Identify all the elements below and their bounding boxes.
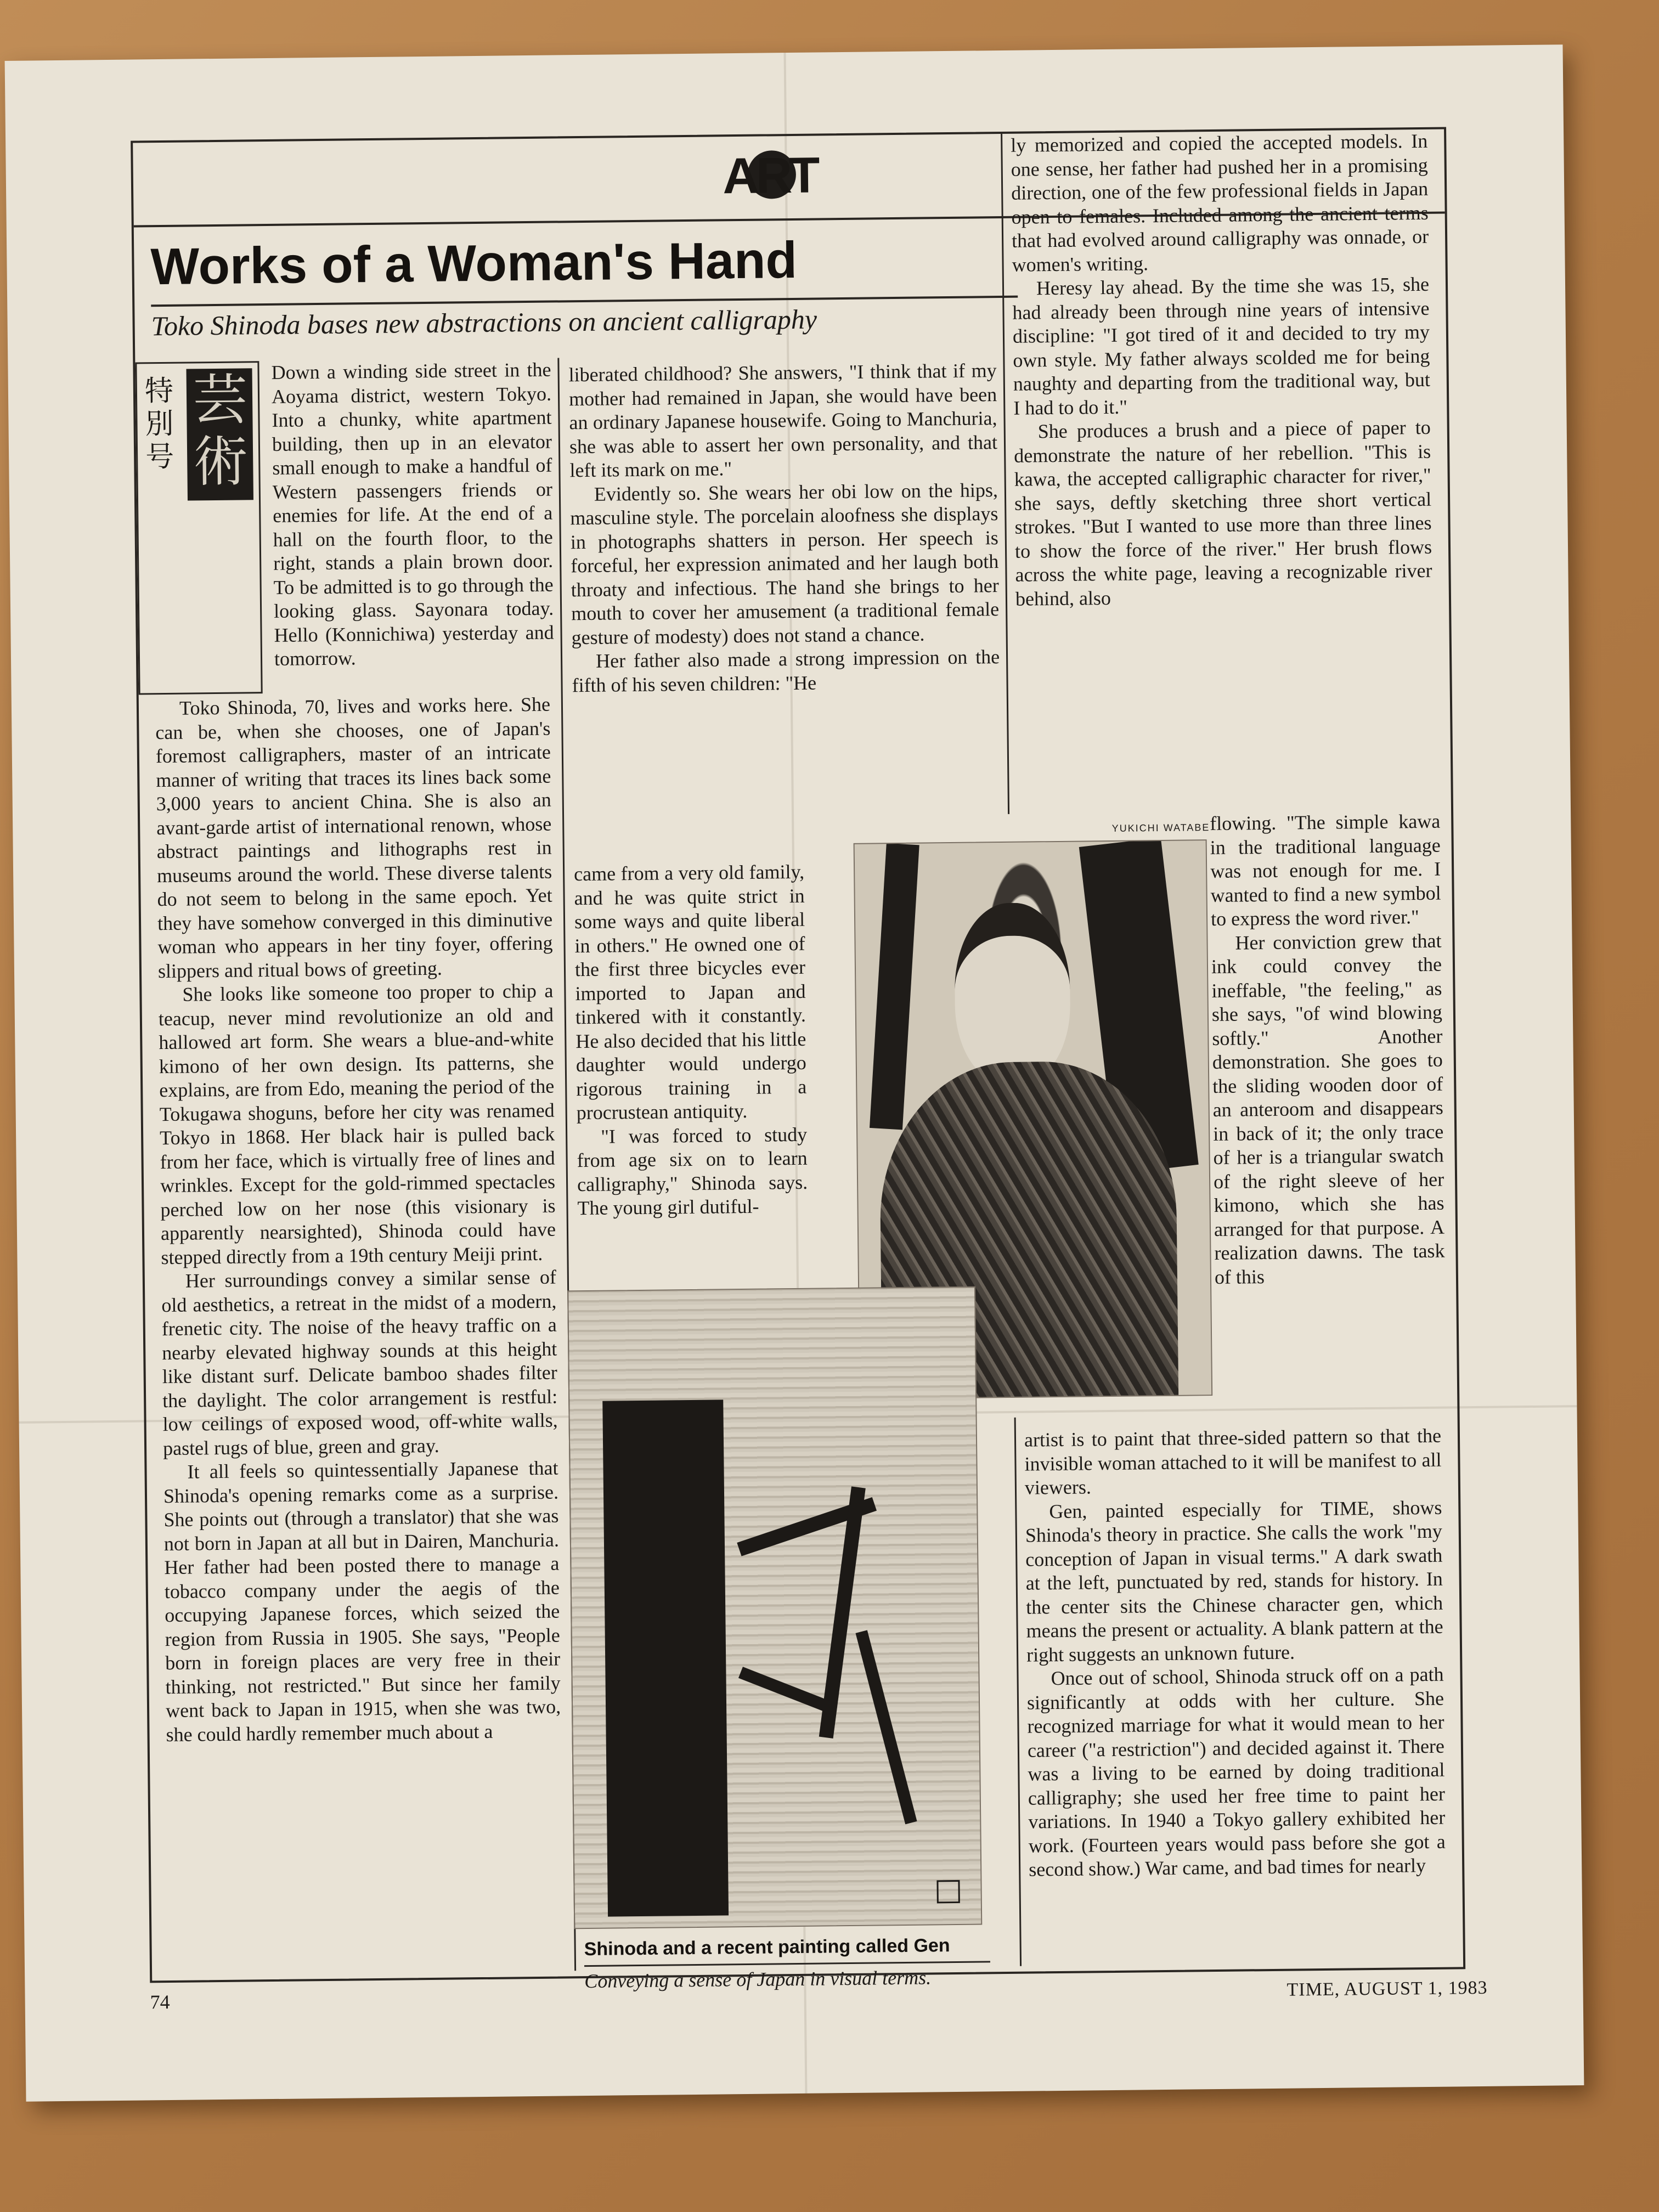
column-3-bottom	[1024, 1424, 1446, 1882]
caption-title: Shinoda and a recent painting called Gen	[584, 1935, 950, 1960]
paragraph: Her conviction grew that ink could convey the ineffable, "the feeling," as she says, "of wind blowing softly." Another demonstration. She goes to the sliding wooden door of an anteroom and disappears in back of it; the only trace of her is a triangular swatch of the right sleeve of her kimono, which she has arranged for that purpose. A realization dawns. The task of this	[1211, 929, 1445, 1288]
paragraph: Heresy lay ahead. By the time she was 15, she had already been through nine years of intensive discipline: "I got tired of it and decided to try my own style. My father always scolded me for being naughty and departing from the traditional way, but I had to do it."	[1012, 273, 1431, 419]
column-1	[155, 693, 561, 1747]
paragraph: Once out of school, Shinoda struck off on a path significantly at odds with her culture. She recognized marriage for what it would mean to her career ("a restriction") and decided against it. There was a living to be earned by doing traditional calligraphy; she used her free time to paint her variations. In 1940 a Tokyo gallery exhibited her work. (Fourteen years would pass before she got a second show.) War came, and bad times for nearly	[1026, 1663, 1446, 1881]
issue-footer: TIME, AUGUST 1, 1983	[1286, 1977, 1488, 2000]
logo-text: ART	[722, 146, 817, 204]
paragraph: It all feels so quintessentially Japanese that Shinoda's opening remarks come as a surprise. She points out (through a translator) that she was not born in Japan at all but in Dairen, Manchuria. Her father had been posted there to manage a tobacco company under the aegis of the occupying Japanese forces, which seized the region from Russia in 1905. She says, "People born in foreign places are very free in their thinking, not restricted." But since her family went back to Japan in 1915, when she was two, she could hardly remember much about a	[163, 1457, 561, 1746]
column-2-narrow	[574, 860, 808, 1221]
portrait-face	[954, 902, 1071, 1085]
headline: Works of a Woman's Hand	[150, 230, 798, 296]
paragraph: Gen, painted especially for TIME, shows Shinoda's theory in practice. She calls the work "my conception of Japan in visual terms." A dark swath at the left, punctuated by red, stands for history. In the center sits the Chinese character gen, which means the present or actuality. A blank pattern at the right suggests an unknown future.	[1025, 1496, 1443, 1666]
column-1-lead	[271, 358, 554, 672]
column-2	[568, 359, 1000, 697]
paragraph: She produces a brush and a piece of paper to demonstrate the nature of her rebellion. "This is kawa, the accepted calligraphic character for river," she says, deftly sketching three short vertical strokes. "But I wanted to use more than three lines to show the force of the river." Her brush flows across the white page, leaving a recognizable river behind, also	[1014, 416, 1432, 610]
paragraph: Toko Shinoda, 70, lives and works here. She can be, when she chooses, one of Japan's foremost calligraphers, master of an intricate manner of writing that traces its lines back some 3,000 years to ancient China. She is also an avant-garde artist of international renown, whose abstract paintings and lithographs rest in museums around the world. These diverse talents do not seem to belong in the same epoch. Yet they have somehow converged in this diminutive woman who appears in her tiny foyer, offering slippers and ritual bows of greeting.	[155, 693, 553, 982]
painting-gen	[567, 1286, 982, 1929]
lead-paragraph: Down a winding side street in the Aoyama district, western Tokyo. Into a chunky, white apartment building, then up in an elevator small enough to make a handful of Western passengers friends or enemies for life. At the end of a hall on the fourth floor, to the right, stands a plain brown door. To be admitted is to go through the looking glass. Sayonara today. Hello (Konnichiwa) yesterday and tomorrow.	[271, 358, 554, 670]
dark-swath	[602, 1400, 729, 1916]
kanji-title: 芸術	[192, 368, 249, 494]
paragraph: liberated childhood? She answers, "I think that if my mother had remained in Japan, she would have been an ordinary Japanese housewife. Going to Manchuria, she was able to assert her own personality, and that left its mark on me."	[568, 359, 998, 482]
calligraphy-stroke	[855, 1630, 917, 1824]
paragraph: Evidently so. She wears her obi low on the hips, masculine style. The porcelain aloofness she displays in photographs shatters in person. Her speech is forceful, her expression animated and her laugh both throaty and infectious. The hand she brings to her mouth to cover her amusement (a traditional female gesture of modesty) does not stand a chance.	[570, 478, 1000, 648]
paragraph: Her surroundings convey a similar sense of old aesthetics, a retreat in the midst of a modern, frenetic city. The noise of the heavy traffic on a nearby elevated highway sounds at this height like distant surf. Delicate bamboo shades filter the daylight. The color arrangement is restful: low ceilings of exposed wood, off-white walls, pastel rugs of blue, green and gray.	[161, 1266, 558, 1459]
artist-seal-icon	[936, 1880, 960, 1903]
paragraph: "I was forced to study from age six on to learn calligraphy," Shinoda says. The young girl dutiful-	[577, 1123, 808, 1220]
paragraph: Her father also made a strong impression on the fifth of his seven children: "He	[572, 646, 1000, 696]
brush-stroke	[870, 843, 919, 1130]
kanji-box	[135, 361, 262, 695]
caption-text: Conveying a sense of Japan in visual terms.	[584, 1966, 932, 1993]
magazine-page	[5, 44, 1584, 2102]
paragraph: came from a very old family, and he was quite strict in some ways and quite liberal in others." He owned one of the first three bicycles ever imported to Japan and tinkered with it constantly. He also decided that his little daughter would undergo rigorous training in a procrustean antiquity.	[573, 860, 807, 1124]
column-rule	[1014, 1418, 1022, 1966]
kanji-label: 特別号	[144, 374, 174, 474]
paragraph: flowing. "The simple kawa in the traditional language was not enough for me. I wanted to find a new symbol to express the word river."	[1210, 810, 1441, 930]
page-number: 74	[150, 1991, 170, 2013]
calligraphy-stroke	[738, 1667, 835, 1714]
subheadline: Toko Shinoda bases new abstractions on ancient calligraphy	[151, 303, 817, 342]
paragraph: artist is to paint that three-sided pattern so that the invisible woman attached to it will be manifest to all viewers.	[1024, 1424, 1442, 1499]
art-section-logo	[703, 148, 836, 204]
column-3	[1011, 129, 1432, 611]
column-3-narrow	[1210, 810, 1445, 1289]
paragraph: ly memorized and copied the accepted models. In one sense, her father had pushed her in a promising direction, one of the few professional fields in Japan open to females. Included among the ancient terms that had evolved around calligraphy was onnade, or women's writing.	[1011, 129, 1429, 276]
photo-credit: YUKICHI WATABE	[1111, 822, 1210, 834]
paragraph: She looks like someone too proper to chip a teacup, never mind revolutionize an old and hallowed art form. She wears a blue-and-white kimono of her own design. Its patterns, she explains, are from Edo, meaning the period of the Tokugawa shoguns, before her city was renamed Tokyo in 1868. Her black hair is pulled back from her face, which is virtually free of lines and wrinkles. Except for the gold-rimmed spectacles perched low on her nose (this visionary is apparently nearsighted), Shinoda could have stepped directly from a 19th century Meiji print.	[158, 979, 556, 1268]
